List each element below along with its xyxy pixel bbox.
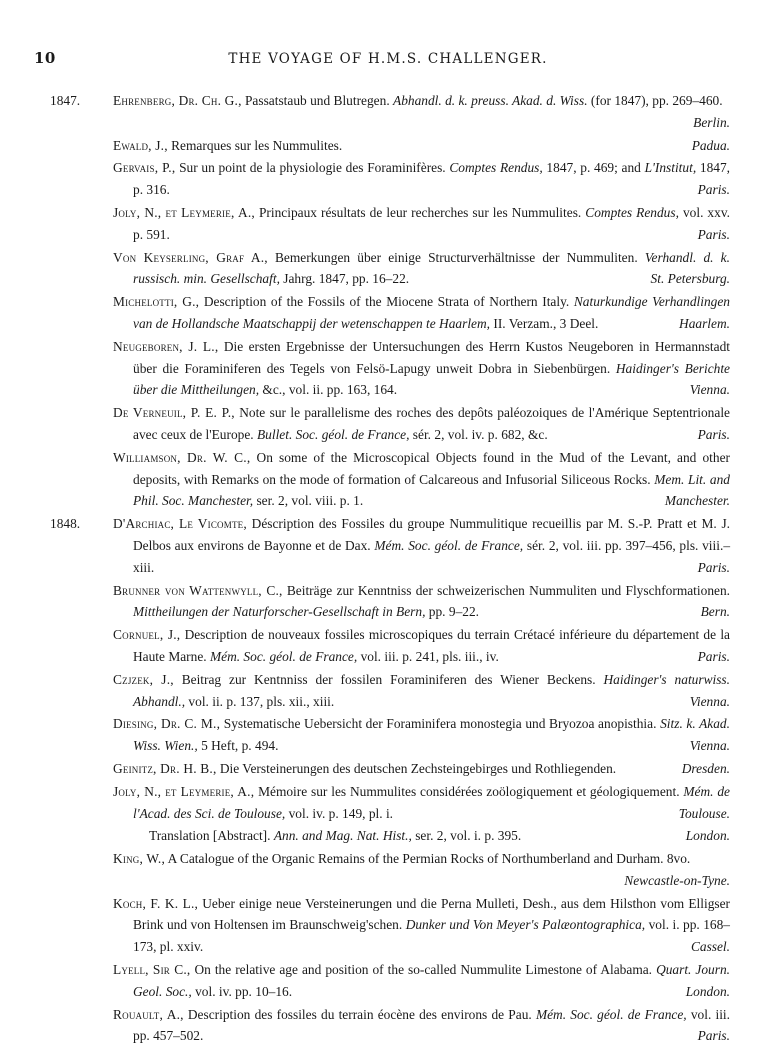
entry-title: Note sur le parallelisme des roches des depôts paléozoiques de l'Amérique Septentrionale avec ceux de l'Europe. [133,405,730,442]
entry-author: Brunner von Wattenwyll, C., [113,582,283,598]
entry-body [113,135,730,157]
entry-place: Vienna. [689,693,730,709]
entry-body [113,90,730,130]
entry-title: Remarques sur les Nummulites. [167,137,343,153]
entry-body [113,669,730,713]
entry-author: Neugeboren, J. L., [113,338,219,354]
entry-journal: L'Institut, [644,160,697,176]
entry-place: St. Petersburg. [650,271,730,287]
entry-details: vol. ii. p. 137, pls. xii., xiii. [185,693,335,709]
entry-body [113,157,730,201]
entry-body [113,848,730,888]
entry-journal: Ann. and Mag. Nat. Hist., [273,828,412,844]
entry-details: vol. i. pp. 168–173, pl. xxiv. [133,917,731,955]
entry-author: Von Keyserling, Graf A., [113,249,268,265]
entry-place: Paris. [697,559,730,575]
entry-body [129,825,730,847]
bibliography-entry [30,202,730,246]
bibliography-entry [30,157,730,201]
entry-place: Haarlem. [679,315,730,331]
entry-author: Koch, F. K. L., [113,895,199,911]
entry-place: Vienna. [689,738,730,754]
entry-place: London. [685,983,730,999]
bibliography-entry [30,893,730,958]
entry-body [113,247,730,291]
entry-place: Paris. [697,648,730,664]
entry-place: Toulouse. [678,805,730,821]
entry-journal: Mém. Soc. géol. de France, [209,648,358,664]
entry-place: Paris. [697,1028,730,1044]
entry-details: Jahrg. 1847, pp. 16–22. [279,271,410,287]
entry-body [113,1004,730,1048]
entry-journal: Bullet. Soc. géol. de France, [256,426,410,442]
entry-journal: Haidinger's naturwiss. Abhandl., [133,671,730,709]
entry-title: Principaux résultats de leur recherches sur les Nummulites. [254,204,586,220]
entry-author: Ewald, J., [113,137,168,153]
entry-title: Description of the Fossils of the Miocene Strata of Northern Italy. [199,294,574,310]
entry-place: Bern. [700,604,730,620]
entry-body [113,402,730,446]
entry-journal: Mém. Soc. géol. de France, [535,1006,687,1022]
entry-details: vol. xxv. p. 591. [133,204,731,242]
entry-title: Systematische Uebersicht der Foraminifera monostegia und Bryozoa anopisthia. [220,716,661,732]
entry-title: Sur un point de la physiologie des Foraminifères. [175,160,450,176]
entry-author: Czjzek, J., [113,671,174,687]
entry-details: pp. 9–22. [425,604,479,620]
entry-journal: Sitz. k. Akad. Wiss. Wien., [133,716,730,754]
entry-title: Déscription des Fossiles du groupe Nummulitique recueillis par M. S.-P. Pratt et M. J. Delbos aux environs de Bayonne et de Dax. [133,516,731,553]
entry-body [113,893,730,958]
entry-details: sér. 2, vol. iii. pp. 397–456, pls. viii.–xiii. [133,537,731,575]
bibliography-entry [30,402,730,446]
entry-journal: Mittheilungen der Naturforscher-Gesellschaft in Bern, [133,604,426,620]
entry-journal: Comptes Rendus, [585,204,679,220]
entry-journal: Haidinger's Berichte über die Mittheilungen, [133,360,730,398]
entry-place: Padua. [691,137,730,153]
entry-title: A Catalogue of the Organic Remains of the Permian Rocks of Northumberland and Durham. 8vo. [165,851,691,867]
entry-place: London. [685,828,730,844]
bibliography-entry [30,90,730,134]
entry-author: Williamson, Dr. W. C., [113,449,251,465]
bibliography-entry [30,580,730,624]
entry-body [113,336,730,401]
bibliography-entry [30,624,730,668]
bibliography-entry [30,781,730,825]
entry-author: D'Archiac, Le Vicomte, [113,516,247,532]
bibliography-entry [30,669,730,713]
entry-place: Manchester. [664,493,730,509]
entry-body [113,513,730,578]
entry-place: Newcastle-on-Tyne. [624,872,730,888]
entry-body [113,781,730,825]
entry-body [113,447,730,512]
entry-journal: Abhandl. d. k. preuss. Akad. d. Wiss. [393,93,588,108]
entry-title: Die Versteinerungen des deutschen Zechsteingebirges und Rothliegenden. [216,760,617,776]
entry-author: De Verneuil, P. E. P., [113,405,235,421]
entry-body [113,580,730,624]
entry-body [113,758,730,780]
entry-title: Mémoire sur les Nummulites considérées zoölogiquement et géologiquement. [254,783,684,799]
bibliography-list [30,90,730,1048]
entry-details: 1847, p. 316. [133,160,731,198]
bibliography-entry [30,336,730,401]
entry-details: &c., vol. ii. pp. 163, 164. [259,382,398,398]
entry-author: Cornuel, J., [113,627,181,643]
bibliography-entry [30,513,730,578]
entry-place: Paris. [697,182,730,198]
entry-details: sér. 2, vol. iv. p. 682, &c. [409,426,548,442]
entry-journal: Mem. Lit. and Phil. Soc. Manchester, [133,471,730,509]
entry-title: Description des fossiles du terrain éocène des environs de Pau. [183,1006,536,1022]
entry-author: Joly, N., et Leymerie, A., [113,783,255,799]
entry-author: Joly, N., et Leymerie, A., [113,204,255,220]
entry-journal: Verhandl. d. k. russisch. min. Gesellschaft, [133,249,730,287]
entry-details: 1847, p. 469; and [542,160,645,176]
entry-details: II. Verzam., 3 Deel. [490,315,599,331]
entry-details: vol. iii. p. 241, pls. iii., iv. [357,648,499,664]
entry-author: Diesing, Dr. C. M., [113,716,221,732]
entry-title: On some of the Microscopical Objects found in the Mud of the Levant, and other deposits, with Remarks on the mode of formation of Calcareous and Infusorial Siliceous Rocks. [133,449,731,487]
entry-author: Rouault, A., [113,1006,184,1022]
entry-place: Dresden. [681,760,730,776]
entry-place: Cassel. [690,939,730,955]
bibliography-entry [30,713,730,757]
bibliography-entry [30,825,730,847]
bibliography-entry [30,447,730,512]
entry-details: vol. iii. pp. 457–502. [133,1006,730,1044]
bibliography-entry [30,135,730,157]
entry-author: Michelotti, G., [113,294,200,310]
entry-author: Gervais, P., [113,160,176,176]
entry-journal: Mém. de l'Acad. des Sci. de Toulouse, [133,783,731,821]
bibliography-entry [30,758,730,780]
entry-author: Geinitz, Dr. H. B., [113,760,217,776]
entry-author: Lyell, Sir C., [113,962,191,978]
running-title: THE VOYAGE OF H.M.S. CHALLENGER. [228,51,548,67]
entry-year: 1848. [50,516,81,532]
page-number: 10 [34,49,56,67]
entry-title: Ueber einige neue Versteinerungen und die Perna Mulleti, Desh., aus dem Hilsthon vom Elligser Brink und von Holtensen im Braunschweig'schen. [133,895,730,933]
entry-details: 5 Heft, p. 494. [197,738,279,754]
entry-author: King, W., [113,851,166,867]
entry-details: vol. iv. p. 149, pl. i. [285,805,394,821]
entry-journal: Dunker und Von Meyer's Palæontographica, [405,917,646,933]
entry-details: (for 1847), pp. 269–460. [587,93,723,108]
entry-place: Paris. [697,426,730,442]
entry-body [113,713,730,757]
entry-journal: Quart. Journ. Geol. Soc., [133,962,731,999]
entry-title: Passatstaub und Blutregen. [241,93,394,108]
entry-year: 1847. [50,93,81,108]
entry-title: Description de nouveaux fossiles microscopiques du terrain Crétacé inférieure du département de la Haute Marne. [133,627,730,664]
entry-body [113,959,730,1003]
entry-body [113,624,730,668]
entry-details: ser. 2, vol. viii. p. 1. [253,493,364,509]
entry-title: Bemerkungen über einige Structurverhältnisse der Nummuliten. [267,249,645,265]
entry-journal: Naturkundige Verhandlingen van de Hollandsche Maatschappij der wetenschappen te Haarlem, [133,294,730,331]
bibliography-entry [30,1004,730,1048]
entry-title: On the relative age and position of the so-called Nummulite Limestone of Alabama. [190,962,657,978]
entry-title: Translation [Abstract]. [149,828,274,844]
entry-journal: Comptes Rendus, [449,160,543,176]
entry-body [113,202,730,246]
entry-title: Die ersten Ergebnisse der Untersuchungen des Herrn Kustos Neugeboren in Hermannstadt über die Foraminiferen des Tegels von Felsö-Lapugy unweit Dobra in Siebenbürgen. [133,338,730,376]
entry-place: Berlin. [693,114,730,130]
entry-place: Paris. [697,226,730,242]
entry-journal: Mém. Soc. géol. de France, [374,537,524,553]
entry-title: Beitrag zur Kentnniss der fossilen Foraminiferen des Wiener Beckens. [173,671,604,687]
entry-details: vol. iv. pp. 10–16. [191,983,293,999]
entry-title: Beiträge zur Kenntniss der schweizerischen Nummuliten und Flyschformationen. [282,582,731,598]
entry-author: Ehrenberg, Dr. Ch. G., [113,93,242,108]
entry-body [113,291,730,335]
bibliography-entry [30,291,730,335]
bibliography-entry [30,247,730,291]
entry-details: ser. 2, vol. i. p. 395. [411,828,522,844]
entry-place: Vienna. [689,382,730,398]
bibliography-entry [30,848,730,892]
bibliography-entry [30,959,730,1003]
